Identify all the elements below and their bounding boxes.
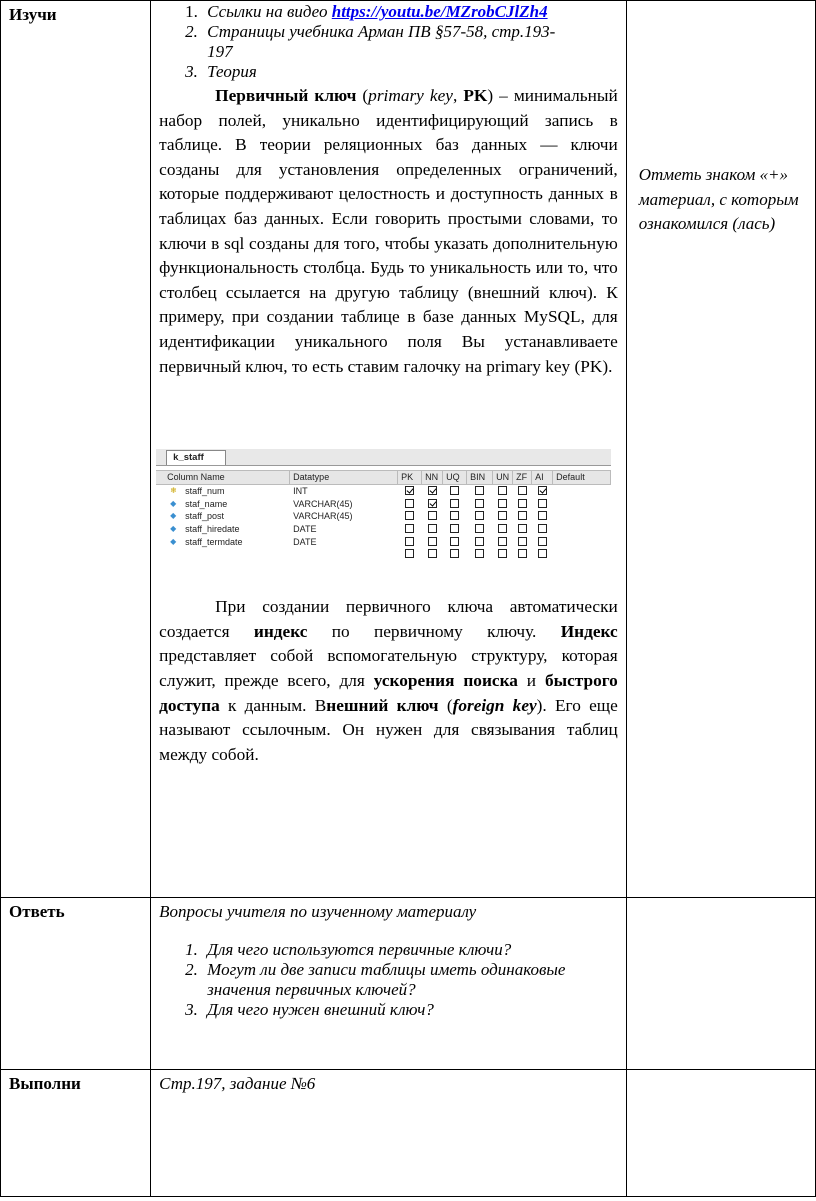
column-header[interactable]: UQ: [443, 471, 467, 484]
key-icon: ❄: [170, 486, 177, 496]
column-header[interactable]: Default: [553, 471, 611, 484]
diamond-icon: ◆: [170, 523, 177, 533]
study-note: Отметь знаком «+» материал, с которым ознакомился (лась): [638, 165, 799, 233]
list-item: 3. Для чего нужен внешний ключ?: [185, 1000, 434, 1019]
tab-bar: [156, 449, 611, 466]
column-header[interactable]: AI: [532, 471, 553, 484]
tab-k-staff: k_staff: [166, 450, 226, 465]
flag-checkbox[interactable]: [428, 537, 437, 546]
diamond-icon: ◆: [170, 498, 177, 508]
flag-checkbox[interactable]: [538, 499, 547, 508]
flag-checkbox[interactable]: [538, 537, 547, 546]
theory-paragraph-1: Первичный ключ (primary key, PK) – минимальный набор полей, уникально идентифицирующий запись в таблице. В теории реляционных баз данных — ключи созданы для установления определенных ограничений, которые поддерживают целостность и доступность данных в таблицах баз данных. Если говорить простыми словами, то ключи в sql созданы для того, чтобы указать дополнительную функциональность столбца. Будь то уникальность или то, что столбец ссылается на другую таблицу (внешний ключ). К примеру, при создании таблице в базе данных MySQL, для идентификации уникального поля Вы устанавливаете первичный ключ, то есть ставим галочку на primary key (PK).: [159, 86, 618, 376]
flag-checkbox[interactable]: [498, 524, 507, 533]
list-item: 197: [207, 42, 233, 61]
do-empty-cell: [626, 1070, 815, 1197]
list-item: 2. Могут ли две записи таблицы иметь одинаковые: [185, 960, 566, 979]
column-header[interactable]: UN: [493, 471, 513, 484]
flag-checkbox[interactable]: [450, 511, 459, 520]
task-text: Стр.197, задание №6: [159, 1074, 316, 1093]
study-row: [1, 1, 816, 898]
flag-checkbox[interactable]: [450, 524, 459, 533]
flag-checkbox[interactable]: [498, 549, 507, 558]
flag-checkbox[interactable]: [538, 486, 547, 495]
flag-checkbox[interactable]: [518, 486, 527, 495]
column-row[interactable]: [156, 548, 611, 561]
column-header[interactable]: NN: [422, 471, 443, 484]
flag-checkbox[interactable]: [518, 511, 527, 520]
flag-checkbox[interactable]: [450, 499, 459, 508]
flag-checkbox[interactable]: [475, 549, 484, 558]
flag-checkbox[interactable]: [405, 537, 414, 546]
column-row[interactable]: [156, 510, 611, 523]
list-item: значения первичных ключей?: [207, 980, 416, 999]
flag-checkbox[interactable]: [498, 499, 507, 508]
flag-checkbox[interactable]: [518, 499, 527, 508]
flag-checkbox[interactable]: [405, 524, 414, 533]
column-row[interactable]: [156, 498, 611, 511]
flag-checkbox[interactable]: [405, 549, 414, 558]
column-name: staf_name: [185, 498, 228, 509]
flag-checkbox[interactable]: [538, 511, 547, 520]
grid-header: [156, 471, 611, 485]
flag-checkbox[interactable]: [538, 549, 547, 558]
answer-intro: Вопросы учителя по изученному материалу: [159, 902, 477, 921]
flag-checkbox[interactable]: [498, 511, 507, 520]
answer-empty-cell: [626, 898, 815, 1070]
video-link[interactable]: https://youtu.be/MZrobCJlZh4: [331, 2, 548, 21]
column-row[interactable]: [156, 485, 611, 498]
column-datatype: DATE: [293, 523, 317, 534]
column-datatype: VARCHAR(45): [293, 511, 353, 522]
flag-checkbox[interactable]: [405, 499, 414, 508]
column-datatype: DATE: [293, 536, 317, 547]
flag-checkbox[interactable]: [450, 549, 459, 558]
list-item: 1. Для чего используются первичные ключи?: [185, 940, 512, 959]
study-content: [151, 1, 627, 898]
column-row[interactable]: [156, 523, 611, 536]
flag-checkbox[interactable]: [450, 537, 459, 546]
theory-paragraph-2: При создании первичного ключа автоматически создается индекс по первичному ключу. Индекс представляет собой вспомогательную структуру, которая служит, прежде всего, для ускорения поиска и быстрого доступа к данным. Внешний ключ (foreign key). Его еще называют ссылочным. Он нужен для связывания таблиц между собой.: [159, 597, 618, 764]
answer-content: [151, 898, 627, 1070]
column-datatype: VARCHAR(45): [293, 498, 353, 509]
flag-checkbox[interactable]: [475, 524, 484, 533]
answer-row: [1, 898, 816, 1070]
list-item: 1. Ссылки на видео https://youtu.be/MZrobCJlZh4: [185, 2, 548, 21]
flag-checkbox[interactable]: [428, 524, 437, 533]
diamond-icon: ◆: [170, 536, 177, 546]
do-row: [1, 1070, 816, 1197]
flag-checkbox[interactable]: [538, 524, 547, 533]
column-header[interactable]: ZF: [513, 471, 532, 484]
flag-checkbox[interactable]: [405, 511, 414, 520]
flag-checkbox[interactable]: [518, 537, 527, 546]
flag-checkbox[interactable]: [475, 511, 484, 520]
column-header[interactable]: BIN: [467, 471, 493, 484]
column-name: staff_num: [185, 486, 225, 497]
questions-list: [151, 940, 626, 1020]
column-row[interactable]: [156, 536, 611, 549]
diamond-icon: ◆: [170, 511, 177, 521]
flag-checkbox[interactable]: [428, 549, 437, 558]
flag-checkbox[interactable]: [498, 486, 507, 495]
flag-checkbox[interactable]: [428, 511, 437, 520]
db-table-screenshot: [156, 449, 611, 593]
flag-checkbox[interactable]: [518, 524, 527, 533]
column-name: staff_hiredate: [185, 523, 240, 534]
row-label-study: Изучи: [1, 1, 151, 898]
column-header[interactable]: PK: [398, 471, 422, 484]
column-datatype: INT: [293, 486, 308, 497]
column-header[interactable]: Datatype: [290, 471, 398, 484]
flag-checkbox[interactable]: [428, 486, 437, 495]
row-label-do: Выполни: [1, 1070, 151, 1197]
flag-checkbox[interactable]: [405, 486, 414, 495]
flag-checkbox[interactable]: [475, 499, 484, 508]
flag-checkbox[interactable]: [498, 537, 507, 546]
study-note-cell: [626, 1, 815, 898]
column-grid: [156, 470, 611, 594]
list-item: 2. Страницы учебника Арман ПВ §57-58, стр.193-: [185, 22, 556, 41]
row-label-answer: Ответь: [1, 898, 151, 1070]
flag-checkbox[interactable]: [518, 549, 527, 558]
flag-checkbox[interactable]: [475, 486, 484, 495]
column-header[interactable]: Column Name: [164, 471, 290, 484]
do-content: [151, 1070, 627, 1197]
column-name: staff_post: [185, 511, 225, 522]
flag-checkbox[interactable]: [450, 486, 459, 495]
flag-checkbox[interactable]: [475, 537, 484, 546]
column-name: staff_termdate: [185, 536, 243, 547]
flag-checkbox[interactable]: [428, 499, 437, 508]
study-list: [151, 2, 626, 82]
list-item: 3. Теория: [185, 62, 257, 81]
